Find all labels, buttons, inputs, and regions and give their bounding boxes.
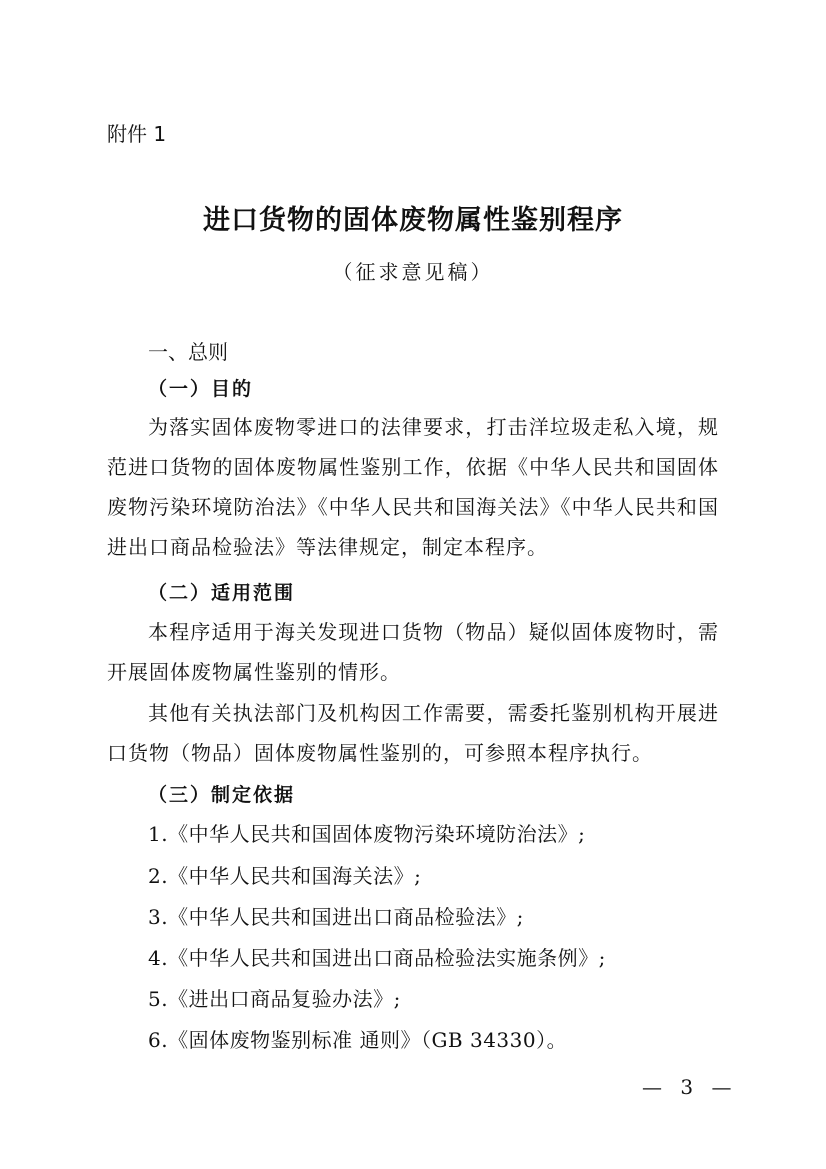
paragraph-purpose: 为落实固体废物零进口的法律要求，打击洋垃圾走私入境，规范进口货物的固体废物属性鉴别工作，依据《中华人民共和国固体废物污染环境防治法》《中华人民共和国海关法》《中华人民共和国进出口商品检验法》等法律规定，制定本程序。 (107, 415, 719, 559)
subsection-heading-purpose: （一）目的 (148, 378, 254, 400)
basis-list-item: 5.《进出口商品复验办法》; (148, 987, 401, 1011)
paragraph-scope-2: 其他有关执法部门及机构因工作需要，需委托鉴别机构开展进口货物（物品）固体废物属性鉴别的，可参照本程序执行。 (107, 701, 719, 765)
attachment-label: 附件 1 (107, 122, 167, 146)
subsection-heading-basis: （三）制定依据 (148, 784, 296, 806)
basis-list-item: 6.《固体废物鉴别标准 通则》（GB 34330）。 (148, 1028, 568, 1052)
document-title: 进口货物的固体废物属性鉴别程序 (203, 205, 623, 236)
basis-list-item: 1.《中华人民共和国固体废物污染环境防治法》; (148, 822, 586, 846)
paragraph-scope-1: 本程序适用于海关发现进口货物（物品）疑似固体废物时，需开展固体废物属性鉴别的情形。 (107, 620, 719, 684)
basis-list-item: 4.《中华人民共和国进出口商品检验法实施条例》; (148, 946, 606, 970)
basis-list-item: 3.《中华人民共和国进出口商品检验法》; (148, 905, 524, 929)
subsection-heading-scope: （二）适用范围 (148, 582, 296, 604)
page-number: — 3 — (642, 1075, 738, 1099)
document-subtitle: （征求意见稿） (332, 260, 494, 284)
basis-list-item: 2.《中华人民共和国海关法》; (148, 864, 422, 888)
section-heading-general: 一、总则 (148, 340, 228, 364)
